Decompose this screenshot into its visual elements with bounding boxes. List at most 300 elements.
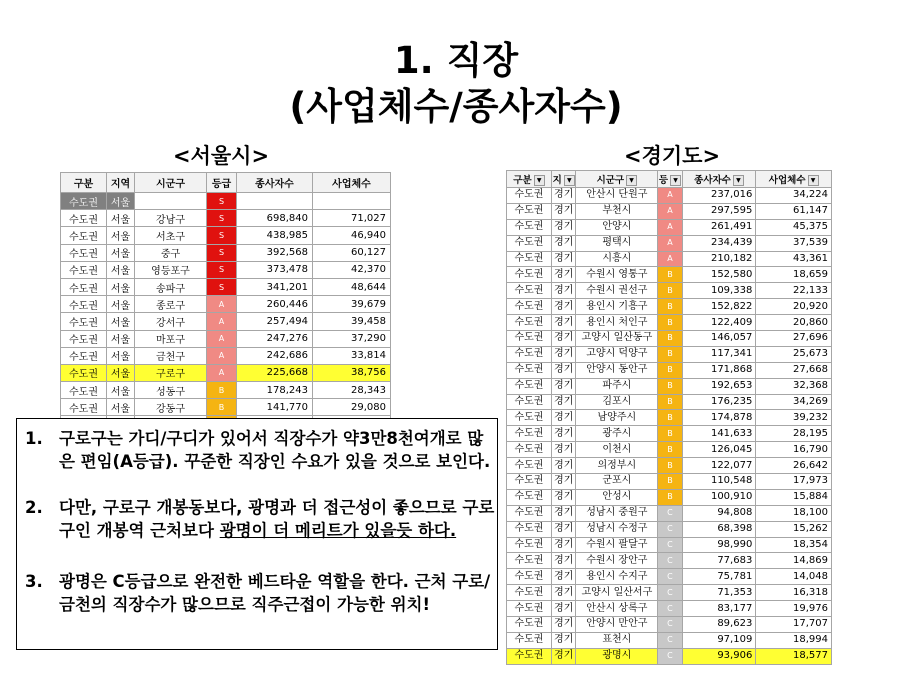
table-row bbox=[507, 331, 832, 347]
seoul-col-header: 사업체수 bbox=[313, 173, 391, 193]
cell-region-group: 수도권 bbox=[507, 442, 552, 458]
cell-region: 경기 bbox=[551, 426, 576, 442]
cell-region: 경기 bbox=[551, 569, 576, 585]
cell-businesses: 71,027 bbox=[313, 210, 391, 227]
cell-region-group: 수도권 bbox=[61, 296, 107, 313]
cell-employees: 178,243 bbox=[237, 382, 313, 399]
cell-grade: B bbox=[658, 426, 683, 442]
note-item-2 bbox=[25, 497, 497, 542]
cell-region-group: 수도권 bbox=[507, 585, 552, 601]
cell-businesses: 32,368 bbox=[756, 378, 832, 394]
cell-grade: S bbox=[207, 244, 237, 261]
cell-district: 마포구 bbox=[135, 330, 207, 347]
table-row bbox=[507, 442, 832, 458]
cell-employees bbox=[237, 193, 313, 210]
cell-district: 군포시 bbox=[576, 474, 658, 490]
cell-grade: B bbox=[658, 458, 683, 474]
gyeonggi-table bbox=[506, 170, 832, 665]
cell-region: 경기 bbox=[551, 585, 576, 601]
cell-grade: C bbox=[658, 505, 683, 521]
cell-region: 경기 bbox=[551, 251, 576, 267]
cell-district: 평택시 bbox=[576, 235, 658, 251]
seoul-label: <서울시> bbox=[173, 144, 270, 168]
filter-dropdown-icon[interactable]: ▼ bbox=[564, 175, 575, 186]
note-item-3 bbox=[25, 571, 497, 616]
cell-district: 성남시 중원구 bbox=[576, 505, 658, 521]
cell-grade: B bbox=[658, 346, 683, 362]
cell-district: 성남시 수정구 bbox=[576, 521, 658, 537]
cell-region: 경기 bbox=[551, 235, 576, 251]
cell-district: 이천시 bbox=[576, 442, 658, 458]
cell-grade: A bbox=[207, 296, 237, 313]
table-row bbox=[61, 244, 391, 261]
cell-region-group: 수도권 bbox=[61, 382, 107, 399]
table-row bbox=[507, 299, 832, 315]
cell-district: 중구 bbox=[135, 244, 207, 261]
seoul-col-header: 시군구 bbox=[135, 173, 207, 193]
cell-businesses: 46,940 bbox=[313, 227, 391, 244]
cell-region-group: 수도권 bbox=[507, 188, 552, 204]
table-row bbox=[507, 426, 832, 442]
cell-region: 경기 bbox=[551, 267, 576, 283]
note-number: 1. bbox=[25, 429, 43, 448]
note-text: 구로구는 가디/구디가 있어서 직장수가 약3만8천여개로 많은 편임(A등급). 꾸준한 직장인 수요가 있을 것으로 보인다. bbox=[59, 429, 491, 471]
cell-businesses: 15,884 bbox=[756, 489, 832, 505]
gyeonggi-col-header bbox=[551, 171, 576, 188]
filter-dropdown-icon[interactable]: ▼ bbox=[670, 175, 681, 186]
cell-employees: 261,491 bbox=[682, 219, 756, 235]
note-text-underlined: 광명이 더 메리트가 있을듯 하다. bbox=[219, 520, 457, 540]
cell-district: 부천시 bbox=[576, 203, 658, 219]
note-number: 3. bbox=[25, 572, 43, 591]
cell-grade: C bbox=[658, 632, 683, 648]
cell-region: 경기 bbox=[551, 203, 576, 219]
cell-businesses: 34,269 bbox=[756, 394, 832, 410]
cell-district: 안양시 bbox=[576, 219, 658, 235]
cell-region-group: 수도권 bbox=[507, 410, 552, 426]
table-row bbox=[61, 296, 391, 313]
cell-employees: 93,906 bbox=[682, 648, 756, 664]
cell-grade: C bbox=[658, 537, 683, 553]
cell-businesses: 17,973 bbox=[756, 474, 832, 490]
cell-district: 광주시 bbox=[576, 426, 658, 442]
cell-district: 시흥시 bbox=[576, 251, 658, 267]
cell-region: 경기 bbox=[551, 648, 576, 664]
cell-employees: 210,182 bbox=[682, 251, 756, 267]
cell-region: 경기 bbox=[551, 474, 576, 490]
table-row bbox=[61, 278, 391, 295]
cell-employees: 122,077 bbox=[682, 458, 756, 474]
cell-district: 금천구 bbox=[135, 347, 207, 364]
cell-district: 안성시 bbox=[576, 489, 658, 505]
cell-district: 김포시 bbox=[576, 394, 658, 410]
cell-businesses: 22,133 bbox=[756, 283, 832, 299]
filter-dropdown-icon[interactable]: ▼ bbox=[534, 175, 545, 186]
seoul-table bbox=[60, 172, 391, 434]
table-row bbox=[507, 569, 832, 585]
cell-businesses: 14,048 bbox=[756, 569, 832, 585]
cell-district: 고양시 일산동구 bbox=[576, 331, 658, 347]
cell-region: 경기 bbox=[551, 601, 576, 617]
cell-region: 경기 bbox=[551, 346, 576, 362]
table-row bbox=[507, 489, 832, 505]
cell-region-group: 수도권 bbox=[507, 315, 552, 331]
cell-region: 서울 bbox=[107, 399, 135, 416]
cell-region-group: 수도권 bbox=[507, 617, 552, 633]
cell-region-group: 수도권 bbox=[61, 278, 107, 295]
cell-employees: 152,580 bbox=[682, 267, 756, 283]
cell-district: 서초구 bbox=[135, 227, 207, 244]
page-title-line2: (사업체수/종사자수) bbox=[289, 85, 623, 128]
cell-grade: A bbox=[658, 188, 683, 204]
cell-businesses: 19,976 bbox=[756, 601, 832, 617]
cell-employees: 71,353 bbox=[682, 585, 756, 601]
cell-region: 서울 bbox=[107, 382, 135, 399]
cell-region-group: 수도권 bbox=[61, 193, 107, 210]
cell-region-group: 수도권 bbox=[507, 648, 552, 664]
cell-businesses: 39,458 bbox=[313, 313, 391, 330]
gyeonggi-label: <경기도> bbox=[624, 144, 721, 168]
table-row bbox=[507, 648, 832, 664]
cell-region-group: 수도권 bbox=[507, 521, 552, 537]
cell-district: 수원시 팔달구 bbox=[576, 537, 658, 553]
cell-grade: B bbox=[658, 394, 683, 410]
cell-businesses: 42,370 bbox=[313, 261, 391, 278]
cell-businesses: 16,790 bbox=[756, 442, 832, 458]
cell-employees: 152,822 bbox=[682, 299, 756, 315]
cell-region-group: 수도권 bbox=[507, 632, 552, 648]
header-label: 등 bbox=[658, 175, 669, 186]
cell-region: 서울 bbox=[107, 244, 135, 261]
cell-region: 서울 bbox=[107, 261, 135, 278]
cell-businesses: 39,232 bbox=[756, 410, 832, 426]
cell-grade: A bbox=[207, 364, 237, 381]
cell-region-group: 수도권 bbox=[507, 505, 552, 521]
cell-region-group: 수도권 bbox=[507, 235, 552, 251]
cell-businesses: 37,539 bbox=[756, 235, 832, 251]
cell-employees: 225,668 bbox=[237, 364, 313, 381]
cell-region: 경기 bbox=[551, 505, 576, 521]
cell-grade: A bbox=[207, 330, 237, 347]
cell-employees: 146,057 bbox=[682, 331, 756, 347]
cell-region-group: 수도권 bbox=[61, 347, 107, 364]
cell-businesses: 17,707 bbox=[756, 617, 832, 633]
cell-businesses: 29,080 bbox=[313, 399, 391, 416]
cell-employees: 247,276 bbox=[237, 330, 313, 347]
header-label: 시군구 bbox=[596, 175, 625, 186]
cell-employees: 122,409 bbox=[682, 315, 756, 331]
cell-region-group: 수도권 bbox=[507, 251, 552, 267]
cell-grade: S bbox=[207, 193, 237, 210]
cell-region: 경기 bbox=[551, 394, 576, 410]
note-number: 2. bbox=[25, 498, 43, 517]
cell-region-group: 수도권 bbox=[507, 362, 552, 378]
seoul-group-row bbox=[61, 193, 391, 210]
cell-region-group: 수도권 bbox=[61, 244, 107, 261]
cell-district: 송파구 bbox=[135, 278, 207, 295]
cell-businesses: 27,696 bbox=[756, 331, 832, 347]
cell-region-group: 수도권 bbox=[507, 378, 552, 394]
cell-region-group: 수도권 bbox=[507, 299, 552, 315]
cell-grade: C bbox=[658, 553, 683, 569]
cell-grade: A bbox=[658, 203, 683, 219]
cell-region-group: 수도권 bbox=[507, 346, 552, 362]
table-row bbox=[507, 346, 832, 362]
table-row bbox=[61, 364, 391, 381]
gyeonggi-col-header bbox=[576, 171, 658, 188]
table-row bbox=[61, 227, 391, 244]
cell-employees: 171,868 bbox=[682, 362, 756, 378]
cell-businesses: 34,224 bbox=[756, 188, 832, 204]
cell-grade: C bbox=[658, 585, 683, 601]
table-row bbox=[507, 283, 832, 299]
cell-district: 수원시 장안구 bbox=[576, 553, 658, 569]
cell-employees: 257,494 bbox=[237, 313, 313, 330]
filter-dropdown-icon[interactable]: ▼ bbox=[808, 175, 819, 186]
cell-district: 안양시 만안구 bbox=[576, 617, 658, 633]
cell-region: 서울 bbox=[107, 330, 135, 347]
cell-employees: 77,683 bbox=[682, 553, 756, 569]
cell-region: 서울 bbox=[107, 313, 135, 330]
cell-businesses: 38,756 bbox=[313, 364, 391, 381]
cell-grade: C bbox=[658, 617, 683, 633]
table-row bbox=[507, 267, 832, 283]
cell-grade: B bbox=[658, 283, 683, 299]
table-row bbox=[507, 235, 832, 251]
cell-businesses: 18,659 bbox=[756, 267, 832, 283]
cell-region-group: 수도권 bbox=[507, 426, 552, 442]
cell-businesses: 33,814 bbox=[313, 347, 391, 364]
cell-region-group: 수도권 bbox=[507, 489, 552, 505]
table-row bbox=[61, 382, 391, 399]
cell-region-group: 수도권 bbox=[507, 219, 552, 235]
cell-grade: S bbox=[207, 261, 237, 278]
note-text-plain: 다만, 구로구 개봉동보다, 광명과 더 접근성이 좋으므로 구로구인 개봉역 근처보다 bbox=[59, 498, 495, 540]
cell-region: 경기 bbox=[551, 617, 576, 633]
cell-employees: 94,808 bbox=[682, 505, 756, 521]
table-row bbox=[507, 505, 832, 521]
cell-region: 경기 bbox=[551, 410, 576, 426]
cell-employees: 234,439 bbox=[682, 235, 756, 251]
table-row bbox=[507, 632, 832, 648]
cell-grade: B bbox=[207, 382, 237, 399]
cell-region-group: 수도권 bbox=[507, 458, 552, 474]
cell-region-group: 수도권 bbox=[507, 267, 552, 283]
cell-region: 경기 bbox=[551, 219, 576, 235]
cell-businesses: 18,354 bbox=[756, 537, 832, 553]
cell-district: 강동구 bbox=[135, 399, 207, 416]
cell-employees: 373,478 bbox=[237, 261, 313, 278]
cell-businesses: 18,100 bbox=[756, 505, 832, 521]
header-label: 구분 bbox=[513, 175, 532, 186]
cell-businesses: 28,343 bbox=[313, 382, 391, 399]
cell-employees: 110,548 bbox=[682, 474, 756, 490]
cell-grade: B bbox=[658, 267, 683, 283]
table-row bbox=[507, 251, 832, 267]
cell-region: 경기 bbox=[551, 442, 576, 458]
seoul-col-header: 등급 bbox=[207, 173, 237, 193]
cell-district: 남양주시 bbox=[576, 410, 658, 426]
cell-businesses: 43,361 bbox=[756, 251, 832, 267]
cell-employees: 237,016 bbox=[682, 188, 756, 204]
table-row bbox=[507, 362, 832, 378]
cell-district: 종로구 bbox=[135, 296, 207, 313]
cell-district: 성동구 bbox=[135, 382, 207, 399]
cell-employees: 98,990 bbox=[682, 537, 756, 553]
cell-region: 서울 bbox=[107, 296, 135, 313]
cell-district: 안산시 상록구 bbox=[576, 601, 658, 617]
cell-region-group: 수도권 bbox=[61, 364, 107, 381]
cell-businesses: 60,127 bbox=[313, 244, 391, 261]
cell-grade: B bbox=[658, 362, 683, 378]
cell-region: 경기 bbox=[551, 331, 576, 347]
cell-district: 광명시 bbox=[576, 648, 658, 664]
table-row bbox=[507, 394, 832, 410]
cell-region-group: 수도권 bbox=[507, 553, 552, 569]
cell-grade: B bbox=[658, 442, 683, 458]
cell-region: 경기 bbox=[551, 283, 576, 299]
cell-region-group: 수도권 bbox=[507, 537, 552, 553]
filter-dropdown-icon[interactable]: ▼ bbox=[733, 175, 744, 186]
cell-district: 수원시 영통구 bbox=[576, 267, 658, 283]
cell-businesses: 18,577 bbox=[756, 648, 832, 664]
cell-district: 수원시 권선구 bbox=[576, 283, 658, 299]
seoul-col-header: 종사자수 bbox=[237, 173, 313, 193]
cell-employees: 698,840 bbox=[237, 210, 313, 227]
cell-district: 안산시 단원구 bbox=[576, 188, 658, 204]
table-row bbox=[507, 553, 832, 569]
table-row bbox=[507, 474, 832, 490]
table-row bbox=[507, 585, 832, 601]
cell-region: 경기 bbox=[551, 632, 576, 648]
cell-employees: 141,770 bbox=[237, 399, 313, 416]
cell-businesses: 26,642 bbox=[756, 458, 832, 474]
cell-employees: 260,446 bbox=[237, 296, 313, 313]
cell-employees: 192,653 bbox=[682, 378, 756, 394]
cell-employees: 176,235 bbox=[682, 394, 756, 410]
table-row bbox=[507, 458, 832, 474]
cell-region: 서울 bbox=[107, 364, 135, 381]
cell-employees: 97,109 bbox=[682, 632, 756, 648]
cell-employees: 89,623 bbox=[682, 617, 756, 633]
table-row bbox=[507, 203, 832, 219]
table-row bbox=[61, 330, 391, 347]
gyeonggi-col-header bbox=[658, 171, 683, 188]
table-row bbox=[507, 617, 832, 633]
table-row bbox=[507, 537, 832, 553]
note-text bbox=[59, 497, 497, 542]
table-row bbox=[61, 347, 391, 364]
filter-dropdown-icon[interactable]: ▼ bbox=[626, 175, 637, 186]
cell-district: 의정부시 bbox=[576, 458, 658, 474]
table-row bbox=[507, 521, 832, 537]
cell-employees: 75,781 bbox=[682, 569, 756, 585]
cell-grade: A bbox=[658, 251, 683, 267]
cell-businesses: 18,994 bbox=[756, 632, 832, 648]
cell-region-group: 수도권 bbox=[507, 474, 552, 490]
cell-employees: 341,201 bbox=[237, 278, 313, 295]
cell-employees: 174,878 bbox=[682, 410, 756, 426]
cell-district: 고양시 일산서구 bbox=[576, 585, 658, 601]
cell-employees: 68,398 bbox=[682, 521, 756, 537]
note-text: 광명은 C등급으로 완전한 베드타운 역할을 한다. 근처 구로/금천의 직장수가 많으므로 직주근접이 가능한 위치! bbox=[59, 572, 491, 614]
cell-businesses: 61,147 bbox=[756, 203, 832, 219]
cell-businesses: 20,920 bbox=[756, 299, 832, 315]
cell-region: 서울 bbox=[107, 347, 135, 364]
cell-region-group: 수도권 bbox=[507, 394, 552, 410]
cell-employees: 438,985 bbox=[237, 227, 313, 244]
cell-grade: A bbox=[207, 313, 237, 330]
seoul-col-header: 구분 bbox=[61, 173, 107, 193]
cell-region: 서울 bbox=[107, 278, 135, 295]
cell-businesses: 45,375 bbox=[756, 219, 832, 235]
cell-grade: S bbox=[207, 210, 237, 227]
cell-region-group: 수도권 bbox=[61, 313, 107, 330]
cell-businesses: 27,668 bbox=[756, 362, 832, 378]
cell-grade: A bbox=[207, 347, 237, 364]
cell-region: 경기 bbox=[551, 378, 576, 394]
cell-region-group: 수도권 bbox=[61, 261, 107, 278]
table-row bbox=[507, 188, 832, 204]
cell-district: 용인시 기흥구 bbox=[576, 299, 658, 315]
cell-region: 서울 bbox=[107, 210, 135, 227]
notes-box bbox=[16, 418, 498, 650]
cell-employees: 117,341 bbox=[682, 346, 756, 362]
cell-district bbox=[135, 193, 207, 210]
cell-employees: 297,595 bbox=[682, 203, 756, 219]
header-label: 사업체수 bbox=[768, 175, 806, 186]
cell-businesses: 39,679 bbox=[313, 296, 391, 313]
cell-employees: 83,177 bbox=[682, 601, 756, 617]
cell-district: 강남구 bbox=[135, 210, 207, 227]
table-row bbox=[61, 313, 391, 330]
cell-businesses: 15,262 bbox=[756, 521, 832, 537]
gyeonggi-col-header bbox=[682, 171, 756, 188]
cell-businesses: 25,673 bbox=[756, 346, 832, 362]
cell-employees: 242,686 bbox=[237, 347, 313, 364]
cell-region: 경기 bbox=[551, 315, 576, 331]
cell-district: 고양시 덕양구 bbox=[576, 346, 658, 362]
cell-district: 표천시 bbox=[576, 632, 658, 648]
cell-grade: S bbox=[207, 278, 237, 295]
cell-region-group: 수도권 bbox=[61, 227, 107, 244]
cell-employees: 109,338 bbox=[682, 283, 756, 299]
cell-region-group: 수도권 bbox=[61, 330, 107, 347]
cell-grade: B bbox=[658, 410, 683, 426]
cell-businesses: 48,644 bbox=[313, 278, 391, 295]
table-row bbox=[507, 315, 832, 331]
cell-grade: C bbox=[658, 601, 683, 617]
cell-employees: 100,910 bbox=[682, 489, 756, 505]
page-title-line1: 1. 직장 bbox=[393, 39, 519, 82]
cell-grade: B bbox=[658, 378, 683, 394]
gyeonggi-col-header bbox=[756, 171, 832, 188]
cell-region: 경기 bbox=[551, 299, 576, 315]
cell-grade: A bbox=[658, 219, 683, 235]
cell-grade: A bbox=[658, 235, 683, 251]
table-row bbox=[507, 410, 832, 426]
table-row bbox=[61, 399, 391, 416]
cell-grade: C bbox=[658, 521, 683, 537]
cell-employees: 392,568 bbox=[237, 244, 313, 261]
cell-region: 경기 bbox=[551, 458, 576, 474]
cell-grade: S bbox=[207, 227, 237, 244]
cell-region: 경기 bbox=[551, 521, 576, 537]
cell-businesses: 14,869 bbox=[756, 553, 832, 569]
cell-district: 용인시 수지구 bbox=[576, 569, 658, 585]
seoul-col-header: 지역 bbox=[107, 173, 135, 193]
cell-district: 강서구 bbox=[135, 313, 207, 330]
